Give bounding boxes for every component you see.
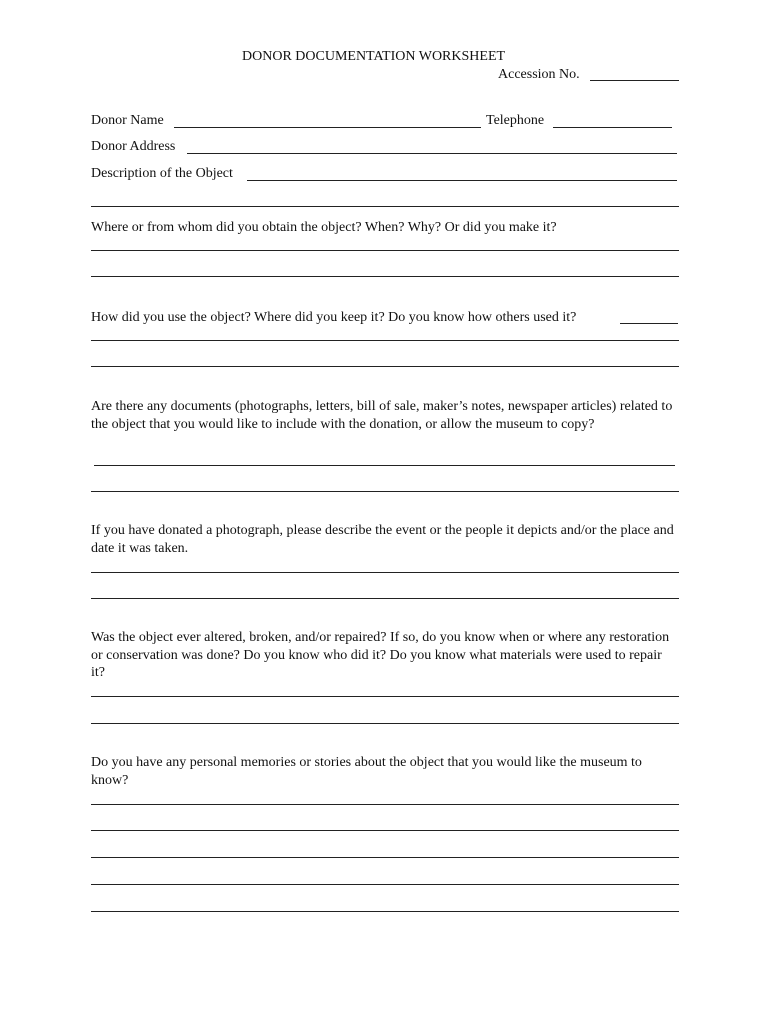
telephone-label: Telephone — [486, 113, 545, 128]
accession-number-field[interactable] — [590, 80, 679, 81]
telephone-field[interactable] — [553, 127, 672, 128]
answer-line[interactable] — [91, 366, 679, 367]
answer-line[interactable] — [91, 911, 679, 912]
answer-line[interactable] — [91, 491, 679, 492]
question-usage: How did you use the object? Where did you keep it? Do you know how others used it? — [91, 310, 577, 325]
question-photograph: If you have donated a photograph, please describe the event or the people it depicts and/or the place and date it was taken. — [91, 523, 674, 556]
question-repairs: Was the object ever altered, broken, and/or repaired? If so, do you know when or where any restoration or conservation was done? Do you know who did it? Do you know what materials were used to repair it? — [91, 630, 670, 680]
answer-line[interactable] — [91, 884, 679, 885]
answer-line[interactable] — [91, 696, 679, 697]
description-label: Description of the Object — [91, 166, 233, 181]
question-obtained: Where or from whom did you obtain the object? When? Why? Or did you make it? — [91, 220, 557, 235]
answer-line[interactable] — [91, 250, 679, 251]
usage-inline-field[interactable] — [620, 323, 678, 324]
answer-line[interactable] — [91, 723, 679, 724]
accession-label: Accession No. — [498, 67, 580, 82]
description-answer-line[interactable] — [91, 206, 679, 207]
donor-address-label: Donor Address — [91, 139, 176, 154]
description-field[interactable] — [247, 180, 677, 181]
answer-line[interactable] — [91, 830, 679, 831]
answer-line[interactable] — [91, 804, 679, 805]
answer-line[interactable] — [91, 572, 679, 573]
donor-name-field[interactable] — [174, 127, 481, 128]
answer-line[interactable] — [94, 465, 675, 466]
page-title: DONOR DOCUMENTATION WORKSHEET — [242, 49, 506, 64]
answer-line[interactable] — [91, 857, 679, 858]
answer-line[interactable] — [91, 340, 679, 341]
donor-address-field[interactable] — [187, 153, 677, 154]
question-memories: Do you have any personal memories or stories about the object that you would like the museum to know? — [91, 755, 642, 788]
answer-line[interactable] — [91, 276, 679, 277]
answer-line[interactable] — [91, 598, 679, 599]
question-documents: Are there any documents (photographs, letters, bill of sale, maker’s notes, newspaper articles) related to the object that you would like to include with the donation, or allow the museum to copy? — [91, 399, 673, 432]
donor-name-label: Donor Name — [91, 113, 164, 128]
